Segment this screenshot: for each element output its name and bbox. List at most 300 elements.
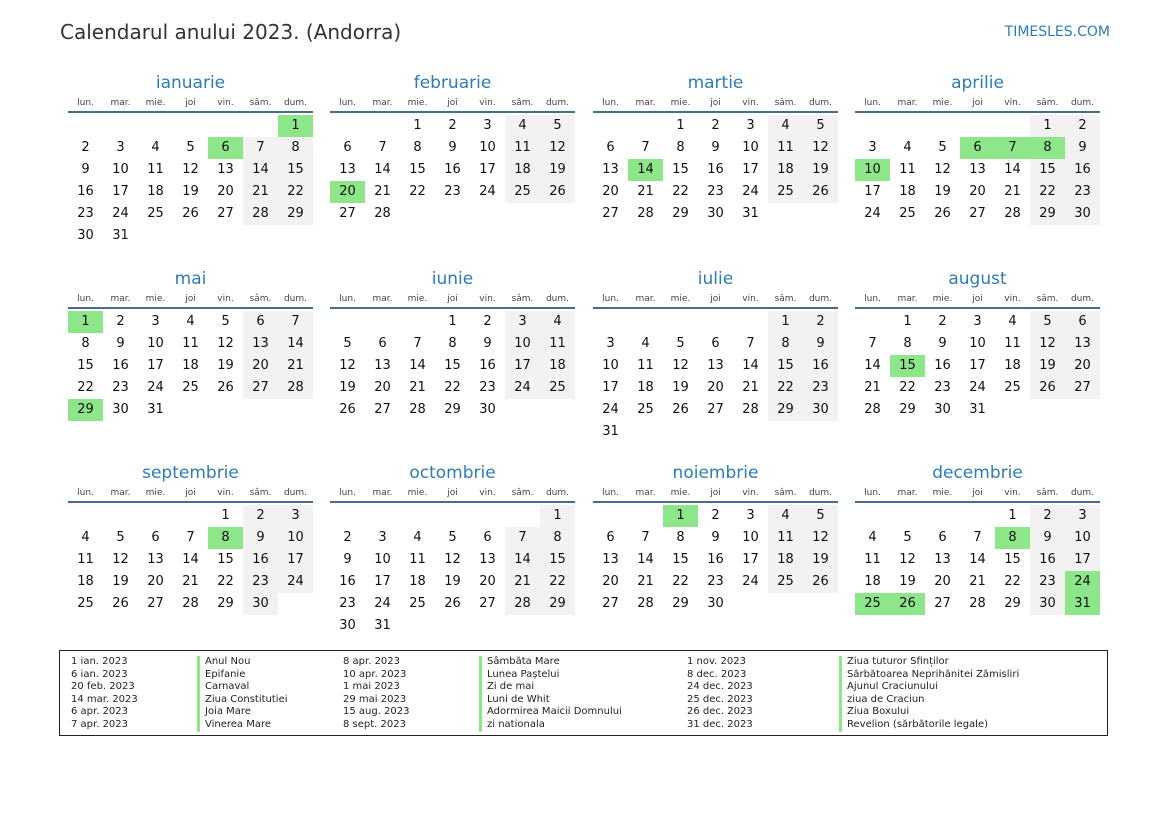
day-cell[interactable]: 4 xyxy=(413,530,422,545)
day-cell[interactable]: 1 xyxy=(1008,508,1017,523)
day-cell[interactable]: 10 xyxy=(969,336,986,351)
day-cell[interactable]: 14 xyxy=(505,549,540,571)
day-cell[interactable]: 18 xyxy=(768,159,803,181)
day-cell[interactable]: 10 xyxy=(505,333,540,355)
day-cell[interactable]: 7 xyxy=(973,530,982,545)
day-cell[interactable]: 22 xyxy=(217,574,234,589)
day-cell[interactable]: 24 xyxy=(1065,571,1100,593)
day-cell[interactable]: 11 xyxy=(147,162,164,177)
day-cell[interactable]: 15 xyxy=(540,549,575,571)
day-cell[interactable]: 31 xyxy=(374,618,391,633)
day-cell[interactable]: 24 xyxy=(969,380,986,395)
day-cell[interactable]: 21 xyxy=(182,574,199,589)
day-cell[interactable]: 23 xyxy=(707,574,724,589)
day-cell[interactable]: 5 xyxy=(343,336,352,351)
day-cell[interactable]: 24 xyxy=(278,571,313,593)
day-cell[interactable]: 23 xyxy=(243,571,278,593)
day-cell[interactable]: 1 xyxy=(663,505,698,527)
day-cell[interactable]: 16 xyxy=(112,358,129,373)
day-cell[interactable]: 11 xyxy=(182,336,199,351)
day-cell[interactable]: 11 xyxy=(899,162,916,177)
day-cell[interactable]: 1 xyxy=(1030,115,1065,137)
day-cell[interactable]: 29 xyxy=(1004,596,1021,611)
day-cell[interactable]: 19 xyxy=(803,549,838,571)
day-cell[interactable]: 12 xyxy=(540,137,575,159)
day-cell[interactable]: 6 xyxy=(208,137,243,159)
day-cell[interactable]: 6 xyxy=(378,336,387,351)
day-cell[interactable]: 17 xyxy=(742,162,759,177)
day-cell[interactable]: 29 xyxy=(768,399,803,421)
day-cell[interactable]: 21 xyxy=(1004,184,1021,199)
day-cell[interactable]: 18 xyxy=(147,184,164,199)
day-cell[interactable]: 30 xyxy=(707,206,724,221)
day-cell[interactable]: 21 xyxy=(742,380,759,395)
day-cell[interactable]: 26 xyxy=(339,402,356,417)
day-cell[interactable]: 9 xyxy=(1030,527,1065,549)
day-cell[interactable]: 6 xyxy=(483,530,492,545)
day-cell[interactable]: 14 xyxy=(742,358,759,373)
day-cell[interactable]: 22 xyxy=(672,574,689,589)
day-cell[interactable]: 21 xyxy=(243,181,278,203)
day-cell[interactable]: 4 xyxy=(540,311,575,333)
day-cell[interactable]: 22 xyxy=(768,377,803,399)
day-cell[interactable]: 29 xyxy=(540,593,575,615)
day-cell[interactable]: 17 xyxy=(969,358,986,373)
day-cell[interactable]: 3 xyxy=(116,140,125,155)
day-cell[interactable]: 13 xyxy=(217,162,234,177)
day-cell[interactable]: 1 xyxy=(540,505,575,527)
day-cell[interactable]: 23 xyxy=(339,596,356,611)
day-cell[interactable]: 17 xyxy=(147,358,164,373)
day-cell[interactable]: 11 xyxy=(1004,336,1021,351)
day-cell[interactable]: 23 xyxy=(707,184,724,199)
day-cell[interactable]: 28 xyxy=(409,402,426,417)
day-cell[interactable]: 10 xyxy=(602,358,619,373)
day-cell[interactable]: 26 xyxy=(217,380,234,395)
day-cell[interactable]: 15 xyxy=(1030,159,1065,181)
day-cell[interactable]: 26 xyxy=(934,206,951,221)
day-cell[interactable]: 2 xyxy=(81,140,90,155)
day-cell[interactable]: 11 xyxy=(409,552,426,567)
day-cell[interactable]: 10 xyxy=(479,140,496,155)
day-cell[interactable]: 25 xyxy=(768,181,803,203)
day-cell[interactable]: 30 xyxy=(112,402,129,417)
day-cell[interactable]: 15 xyxy=(672,162,689,177)
day-cell[interactable]: 10 xyxy=(147,336,164,351)
site-link[interactable]: TIMESLES.COM xyxy=(1004,24,1110,40)
day-cell[interactable]: 8 xyxy=(413,140,422,155)
day-cell[interactable]: 18 xyxy=(899,184,916,199)
day-cell[interactable]: 21 xyxy=(969,574,986,589)
day-cell[interactable]: 17 xyxy=(864,184,881,199)
day-cell[interactable]: 25 xyxy=(768,571,803,593)
day-cell[interactable]: 4 xyxy=(868,530,877,545)
day-cell[interactable]: 2 xyxy=(1030,505,1065,527)
day-cell[interactable]: 3 xyxy=(973,314,982,329)
day-cell[interactable]: 8 xyxy=(903,336,912,351)
day-cell[interactable]: 2 xyxy=(711,508,720,523)
day-cell[interactable]: 1 xyxy=(903,314,912,329)
day-cell[interactable]: 14 xyxy=(409,358,426,373)
day-cell[interactable]: 9 xyxy=(483,336,492,351)
day-cell[interactable]: 27 xyxy=(374,402,391,417)
day-cell[interactable]: 28 xyxy=(182,596,199,611)
day-cell[interactable]: 12 xyxy=(803,137,838,159)
day-cell[interactable]: 29 xyxy=(444,402,461,417)
day-cell[interactable]: 18 xyxy=(768,549,803,571)
day-cell[interactable]: 8 xyxy=(676,140,685,155)
day-cell[interactable]: 22 xyxy=(409,184,426,199)
day-cell[interactable]: 22 xyxy=(540,571,575,593)
day-cell[interactable]: 30 xyxy=(803,399,838,421)
day-cell[interactable]: 12 xyxy=(217,336,234,351)
day-cell[interactable]: 18 xyxy=(864,574,881,589)
day-cell[interactable]: 22 xyxy=(1030,181,1065,203)
day-cell[interactable]: 13 xyxy=(969,162,986,177)
day-cell[interactable]: 25 xyxy=(540,377,575,399)
day-cell[interactable]: 15 xyxy=(409,162,426,177)
day-cell[interactable]: 27 xyxy=(147,596,164,611)
day-cell[interactable]: 5 xyxy=(676,336,685,351)
day-cell[interactable]: 23 xyxy=(934,380,951,395)
day-cell[interactable]: 13 xyxy=(374,358,391,373)
day-cell[interactable]: 20 xyxy=(602,184,619,199)
day-cell[interactable]: 7 xyxy=(868,336,877,351)
day-cell[interactable]: 21 xyxy=(637,574,654,589)
day-cell[interactable]: 29 xyxy=(217,596,234,611)
day-cell[interactable]: 5 xyxy=(448,530,457,545)
day-cell[interactable]: 2 xyxy=(1065,115,1100,137)
day-cell[interactable]: 4 xyxy=(81,530,90,545)
day-cell[interactable]: 27 xyxy=(969,206,986,221)
day-cell[interactable]: 31 xyxy=(969,402,986,417)
day-cell[interactable]: 9 xyxy=(711,530,720,545)
day-cell[interactable]: 19 xyxy=(444,574,461,589)
day-cell[interactable]: 2 xyxy=(483,314,492,329)
day-cell[interactable]: 19 xyxy=(1030,355,1065,377)
day-cell[interactable]: 21 xyxy=(278,355,313,377)
day-cell[interactable]: 27 xyxy=(1065,377,1100,399)
day-cell[interactable]: 2 xyxy=(938,314,947,329)
day-cell[interactable]: 11 xyxy=(505,137,540,159)
day-cell[interactable]: 18 xyxy=(409,574,426,589)
day-cell[interactable]: 14 xyxy=(278,333,313,355)
day-cell[interactable]: 1 xyxy=(278,115,313,137)
day-cell[interactable]: 28 xyxy=(637,206,654,221)
day-cell[interactable]: 18 xyxy=(505,159,540,181)
day-cell[interactable]: 6 xyxy=(938,530,947,545)
day-cell[interactable]: 1 xyxy=(676,118,685,133)
day-cell[interactable]: 26 xyxy=(803,571,838,593)
day-cell[interactable]: 1 xyxy=(221,508,230,523)
day-cell[interactable]: 20 xyxy=(934,574,951,589)
day-cell[interactable]: 7 xyxy=(378,140,387,155)
day-cell[interactable]: 31 xyxy=(742,206,759,221)
day-cell[interactable]: 29 xyxy=(278,203,313,225)
day-cell[interactable]: 30 xyxy=(1065,203,1100,225)
day-cell[interactable]: 10 xyxy=(855,159,890,181)
day-cell[interactable]: 16 xyxy=(934,358,951,373)
day-cell[interactable]: 19 xyxy=(217,358,234,373)
day-cell[interactable]: 3 xyxy=(1065,505,1100,527)
day-cell[interactable]: 3 xyxy=(483,118,492,133)
day-cell[interactable]: 30 xyxy=(934,402,951,417)
day-cell[interactable]: 13 xyxy=(934,552,951,567)
day-cell[interactable]: 28 xyxy=(278,377,313,399)
day-cell[interactable]: 2 xyxy=(343,530,352,545)
day-cell[interactable]: 6 xyxy=(243,311,278,333)
day-cell[interactable]: 14 xyxy=(969,552,986,567)
day-cell[interactable]: 22 xyxy=(899,380,916,395)
day-cell[interactable]: 8 xyxy=(768,333,803,355)
day-cell[interactable]: 30 xyxy=(339,618,356,633)
day-cell[interactable]: 14 xyxy=(637,552,654,567)
day-cell[interactable]: 19 xyxy=(339,380,356,395)
day-cell[interactable]: 19 xyxy=(899,574,916,589)
day-cell[interactable]: 24 xyxy=(864,206,881,221)
day-cell[interactable]: 9 xyxy=(243,527,278,549)
day-cell[interactable]: 3 xyxy=(278,505,313,527)
day-cell[interactable]: 10 xyxy=(374,552,391,567)
day-cell[interactable]: 4 xyxy=(768,505,803,527)
day-cell[interactable]: 5 xyxy=(116,530,125,545)
day-cell[interactable]: 3 xyxy=(868,140,877,155)
day-cell[interactable]: 3 xyxy=(606,336,615,351)
day-cell[interactable]: 3 xyxy=(746,118,755,133)
day-cell[interactable]: 30 xyxy=(479,402,496,417)
day-cell[interactable]: 30 xyxy=(707,596,724,611)
day-cell[interactable]: 25 xyxy=(899,206,916,221)
day-cell[interactable]: 8 xyxy=(676,530,685,545)
day-cell[interactable]: 7 xyxy=(278,311,313,333)
day-cell[interactable]: 17 xyxy=(505,355,540,377)
day-cell[interactable]: 12 xyxy=(672,358,689,373)
day-cell[interactable]: 18 xyxy=(540,355,575,377)
day-cell[interactable]: 24 xyxy=(742,184,759,199)
day-cell[interactable]: 26 xyxy=(803,181,838,203)
day-cell[interactable]: 22 xyxy=(77,380,94,395)
day-cell[interactable]: 2 xyxy=(711,118,720,133)
day-cell[interactable]: 15 xyxy=(890,355,925,377)
day-cell[interactable]: 14 xyxy=(1004,162,1021,177)
day-cell[interactable]: 10 xyxy=(278,527,313,549)
day-cell[interactable]: 10 xyxy=(112,162,129,177)
day-cell[interactable]: 18 xyxy=(77,574,94,589)
day-cell[interactable]: 8 xyxy=(208,527,243,549)
day-cell[interactable]: 5 xyxy=(540,115,575,137)
day-cell[interactable]: 31 xyxy=(1065,593,1100,615)
day-cell[interactable]: 7 xyxy=(186,530,195,545)
day-cell[interactable]: 26 xyxy=(672,402,689,417)
day-cell[interactable]: 25 xyxy=(637,402,654,417)
day-cell[interactable]: 9 xyxy=(803,333,838,355)
day-cell[interactable]: 21 xyxy=(864,380,881,395)
day-cell[interactable]: 28 xyxy=(969,596,986,611)
day-cell[interactable]: 16 xyxy=(1065,159,1100,181)
day-cell[interactable]: 21 xyxy=(505,571,540,593)
day-cell[interactable]: 17 xyxy=(278,549,313,571)
day-cell[interactable]: 3 xyxy=(746,508,755,523)
day-cell[interactable]: 15 xyxy=(444,358,461,373)
day-cell[interactable]: 15 xyxy=(1004,552,1021,567)
day-cell[interactable]: 26 xyxy=(112,596,129,611)
day-cell[interactable]: 13 xyxy=(602,162,619,177)
day-cell[interactable]: 23 xyxy=(479,380,496,395)
day-cell[interactable]: 12 xyxy=(803,527,838,549)
day-cell[interactable]: 27 xyxy=(934,596,951,611)
day-cell[interactable]: 8 xyxy=(1030,137,1065,159)
day-cell[interactable]: 29 xyxy=(68,399,103,421)
day-cell[interactable]: 17 xyxy=(112,184,129,199)
day-cell[interactable]: 8 xyxy=(540,527,575,549)
day-cell[interactable]: 7 xyxy=(641,530,650,545)
day-cell[interactable]: 24 xyxy=(147,380,164,395)
day-cell[interactable]: 28 xyxy=(505,593,540,615)
day-cell[interactable]: 25 xyxy=(855,593,890,615)
day-cell[interactable]: 15 xyxy=(672,552,689,567)
day-cell[interactable]: 13 xyxy=(243,333,278,355)
day-cell[interactable]: 10 xyxy=(742,530,759,545)
day-cell[interactable]: 27 xyxy=(339,206,356,221)
day-cell[interactable]: 9 xyxy=(116,336,125,351)
day-cell[interactable]: 13 xyxy=(707,358,724,373)
day-cell[interactable]: 14 xyxy=(374,162,391,177)
day-cell[interactable]: 4 xyxy=(1008,314,1017,329)
day-cell[interactable]: 20 xyxy=(330,181,365,203)
day-cell[interactable]: 7 xyxy=(746,336,755,351)
day-cell[interactable]: 14 xyxy=(243,159,278,181)
day-cell[interactable]: 24 xyxy=(742,574,759,589)
day-cell[interactable]: 7 xyxy=(505,527,540,549)
day-cell[interactable]: 6 xyxy=(606,530,615,545)
day-cell[interactable]: 20 xyxy=(1065,355,1100,377)
day-cell[interactable]: 24 xyxy=(374,596,391,611)
day-cell[interactable]: 23 xyxy=(1065,181,1100,203)
day-cell[interactable]: 11 xyxy=(768,527,803,549)
day-cell[interactable]: 12 xyxy=(444,552,461,567)
day-cell[interactable]: 12 xyxy=(1030,333,1065,355)
day-cell[interactable]: 22 xyxy=(1004,574,1021,589)
day-cell[interactable]: 29 xyxy=(1030,203,1065,225)
day-cell[interactable]: 7 xyxy=(995,137,1030,159)
day-cell[interactable]: 17 xyxy=(742,552,759,567)
day-cell[interactable]: 15 xyxy=(77,358,94,373)
day-cell[interactable]: 21 xyxy=(374,184,391,199)
day-cell[interactable]: 9 xyxy=(711,140,720,155)
day-cell[interactable]: 6 xyxy=(606,140,615,155)
day-cell[interactable]: 24 xyxy=(479,184,496,199)
day-cell[interactable]: 30 xyxy=(77,228,94,243)
day-cell[interactable]: 5 xyxy=(803,115,838,137)
day-cell[interactable]: 4 xyxy=(505,115,540,137)
day-cell[interactable]: 2 xyxy=(803,311,838,333)
day-cell[interactable]: 18 xyxy=(1004,358,1021,373)
day-cell[interactable]: 28 xyxy=(243,203,278,225)
day-cell[interactable]: 14 xyxy=(864,358,881,373)
day-cell[interactable]: 21 xyxy=(637,184,654,199)
day-cell[interactable]: 19 xyxy=(803,159,838,181)
day-cell[interactable]: 1 xyxy=(768,311,803,333)
day-cell[interactable]: 11 xyxy=(637,358,654,373)
day-cell[interactable]: 20 xyxy=(147,574,164,589)
day-cell[interactable]: 22 xyxy=(278,181,313,203)
day-cell[interactable]: 16 xyxy=(707,162,724,177)
day-cell[interactable]: 19 xyxy=(112,574,129,589)
day-cell[interactable]: 4 xyxy=(768,115,803,137)
day-cell[interactable]: 4 xyxy=(186,314,195,329)
day-cell[interactable]: 21 xyxy=(409,380,426,395)
day-cell[interactable]: 20 xyxy=(707,380,724,395)
day-cell[interactable]: 2 xyxy=(243,505,278,527)
day-cell[interactable]: 20 xyxy=(374,380,391,395)
day-cell[interactable]: 20 xyxy=(969,184,986,199)
day-cell[interactable]: 4 xyxy=(151,140,160,155)
day-cell[interactable]: 26 xyxy=(1030,377,1065,399)
day-cell[interactable]: 26 xyxy=(182,206,199,221)
day-cell[interactable]: 25 xyxy=(505,181,540,203)
day-cell[interactable]: 11 xyxy=(77,552,94,567)
day-cell[interactable]: 27 xyxy=(479,596,496,611)
day-cell[interactable]: 18 xyxy=(182,358,199,373)
day-cell[interactable]: 7 xyxy=(641,140,650,155)
day-cell[interactable]: 29 xyxy=(899,402,916,417)
day-cell[interactable]: 15 xyxy=(278,159,313,181)
day-cell[interactable]: 29 xyxy=(672,596,689,611)
day-cell[interactable]: 9 xyxy=(1065,137,1100,159)
day-cell[interactable]: 10 xyxy=(742,140,759,155)
day-cell[interactable]: 23 xyxy=(1030,571,1065,593)
day-cell[interactable]: 6 xyxy=(711,336,720,351)
day-cell[interactable]: 5 xyxy=(186,140,195,155)
day-cell[interactable]: 17 xyxy=(374,574,391,589)
day-cell[interactable]: 30 xyxy=(1030,593,1065,615)
day-cell[interactable]: 12 xyxy=(112,552,129,567)
day-cell[interactable]: 12 xyxy=(339,358,356,373)
day-cell[interactable]: 30 xyxy=(243,593,278,615)
day-cell[interactable]: 28 xyxy=(1004,206,1021,221)
day-cell[interactable]: 25 xyxy=(1004,380,1021,395)
day-cell[interactable]: 26 xyxy=(444,596,461,611)
day-cell[interactable]: 16 xyxy=(1030,549,1065,571)
day-cell[interactable]: 13 xyxy=(479,552,496,567)
day-cell[interactable]: 23 xyxy=(803,377,838,399)
day-cell[interactable]: 12 xyxy=(182,162,199,177)
day-cell[interactable]: 24 xyxy=(602,402,619,417)
day-cell[interactable]: 19 xyxy=(672,380,689,395)
day-cell[interactable]: 8 xyxy=(81,336,90,351)
day-cell[interactable]: 13 xyxy=(1065,333,1100,355)
day-cell[interactable]: 28 xyxy=(374,206,391,221)
day-cell[interactable]: 27 xyxy=(602,206,619,221)
day-cell[interactable]: 16 xyxy=(77,184,94,199)
day-cell[interactable]: 2 xyxy=(448,118,457,133)
day-cell[interactable]: 4 xyxy=(641,336,650,351)
day-cell[interactable]: 28 xyxy=(742,402,759,417)
day-cell[interactable]: 26 xyxy=(540,181,575,203)
day-cell[interactable]: 12 xyxy=(899,552,916,567)
day-cell[interactable]: 25 xyxy=(77,596,94,611)
day-cell[interactable]: 15 xyxy=(217,552,234,567)
day-cell[interactable]: 26 xyxy=(890,593,925,615)
day-cell[interactable]: 23 xyxy=(77,206,94,221)
day-cell[interactable]: 17 xyxy=(602,380,619,395)
day-cell[interactable]: 29 xyxy=(672,206,689,221)
day-cell[interactable]: 16 xyxy=(707,552,724,567)
day-cell[interactable]: 1 xyxy=(68,311,103,333)
day-cell[interactable]: 12 xyxy=(934,162,951,177)
day-cell[interactable]: 14 xyxy=(628,159,663,181)
day-cell[interactable]: 1 xyxy=(448,314,457,329)
